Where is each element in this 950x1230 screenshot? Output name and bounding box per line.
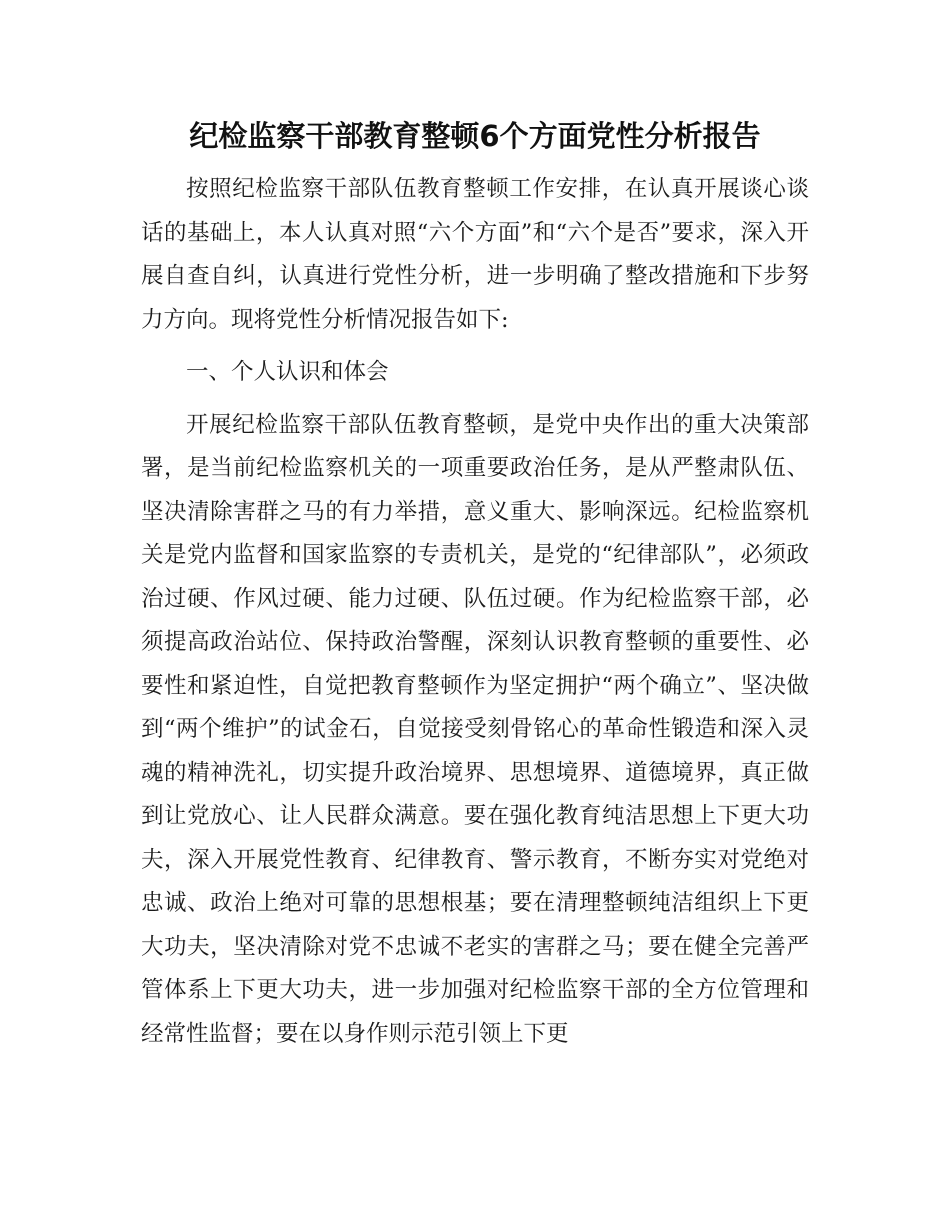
intro-paragraph: 按照纪检监察干部队伍教育整顿工作安排，在认真开展谈心谈话的基础上，本人认真对照“六个方面”和“六个是否”要求，深入开展自查自纠，认真进行党性分析，进一步明确了整改措施和下步努力方向。现将党性分析情况报告如下: (141, 176, 809, 333)
body-paragraph: 开展纪检监察干部队伍教育整顿，是党中央作出的重大决策部署，是当前纪检监察机关的一项重要政治任务，是从严整肃队伍、坚决清除害群之马的有力举措，意义重大、影响深远。纪检监察机关是党内监督和国家监察的专责机关，是党的“纪律部队”，必须政治过硬、作风过硬、能力过硬、队伍过硬。作为纪检监察干部，必须提高政治站位、保持政治警醒，深刻认识教育整顿的重要性、必要性和紧迫性，自觉把教育整顿作为坚定拥护“两个确立”、坚决做到“两个维护”的试金石，自觉接受刻骨铭心的革命性锻造和深入灵魂的精神洗礼，切实提升政治境界、思想境界、道德境界，真正做到让党放心、让人民群众满意。要在强化教育纯洁思想上下更大功夫，深入开展党性教育、纪律教育、警示教育，不断夯实对党绝对忠诚、政治上绝对可靠的思想根基；要在清理整顿纯洁组织上下更大功夫，坚决清除对党不忠诚不老实的害群之马；要在健全完善严管体系上下更大功夫，进一步加强对纪检监察干部的全方位管理和经常性监督；要在以身作则示范引领上下更 (141, 411, 809, 1047)
document-title: 纪检监察干部教育整顿6个方面党性分析报告 (189, 119, 761, 153)
section-heading: 一、个人认识和体会 (186, 359, 389, 385)
document-content (141, 110, 809, 1056)
